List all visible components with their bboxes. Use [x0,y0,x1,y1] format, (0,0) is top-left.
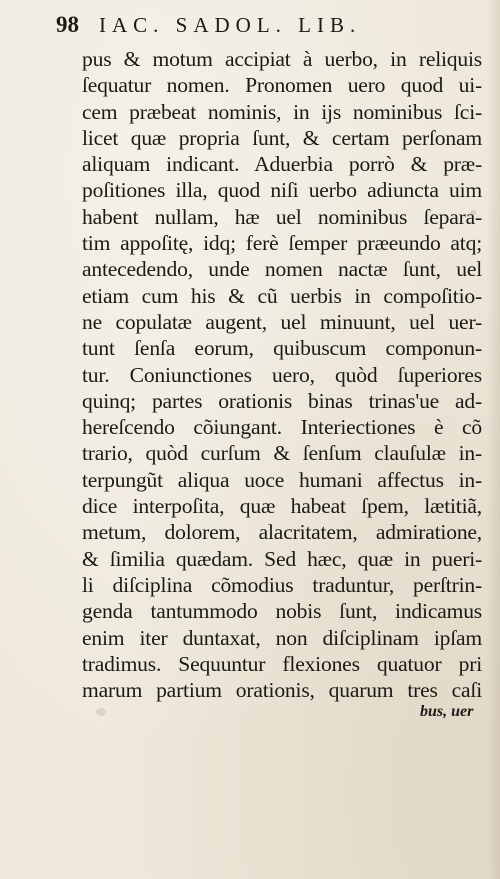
text-line: poſitiones illa, quod niſi uerbo adiuncta uim [82,178,482,203]
text-line: tim appoſitę, idq; ferè ſemper præeundo atq; [82,231,482,256]
page-number: 98 [56,12,79,37]
text-line: licet quæ propria ſunt, & certam perſonam [82,125,482,150]
text-line: etiam cum his & cũ uerbis in compoſitio- [82,283,482,308]
text-line: tur. Coniunctiones uero, quòd ſuperiores [82,362,482,387]
text-line: tunt ſenſa eorum, quibuscum componun- [82,336,482,361]
text-line: antecedendo, unde nomen nactæ ſunt, uel [82,257,482,282]
catchword: bus, uer [420,703,474,720]
paper-stain [470,210,476,216]
text-line: trario, quòd curſum & ſenſum clauſulæ in- [82,441,482,466]
page-edge-shadow [486,0,500,879]
text-line: hereſcendo cõiungant. Interiectiones è cõ [82,415,482,440]
text-line: cem præbeat nominis, in ijs nominibus ſci- [82,99,482,124]
running-head: IAC. SADOL. LIB. [99,13,362,37]
text-line: pus & motum accipiat à uerbo, in reliquis [82,47,482,71]
text-line: quinq; partes orationis binas trinas'ue ad- [82,388,482,413]
text-line: metum, dolorem, alacritatem, admiratione, [82,520,482,545]
page-header [56,12,480,46]
paper-stain [96,708,106,716]
text-line: & ſimilia quædam. Sed hæc, quæ in pueri- [82,546,482,571]
text-line: aliquam indicant. Aduerbia porrò & præ- [82,152,482,177]
text-line: terpungũt aliqua uoce humani affectus in- [82,467,482,492]
text-line: dice interpoſita, quæ habeat ſpem, lætitiã, [82,494,482,519]
text-line: enim iter duntaxat, non diſciplinam ipſam [82,625,482,650]
text-line: tradimus. Sequuntur flexiones quatuor pri [82,651,482,676]
text-line: marum partium orationis, quarum tres caſi [82,678,482,703]
text-line: ne copulatæ augent, uel minuunt, uel uer- [82,309,482,334]
text-line: li diſciplina cõmodius traduntur, perſtrin- [82,572,482,597]
body-text [82,46,482,703]
text-line: ſequatur nomen. Pronomen uero quod ui- [82,73,482,98]
text-line: habent nullam, hæ uel nominibus ſepara- [82,204,482,229]
text-line: genda tantummodo nobis ſunt, indicamus [82,599,482,624]
